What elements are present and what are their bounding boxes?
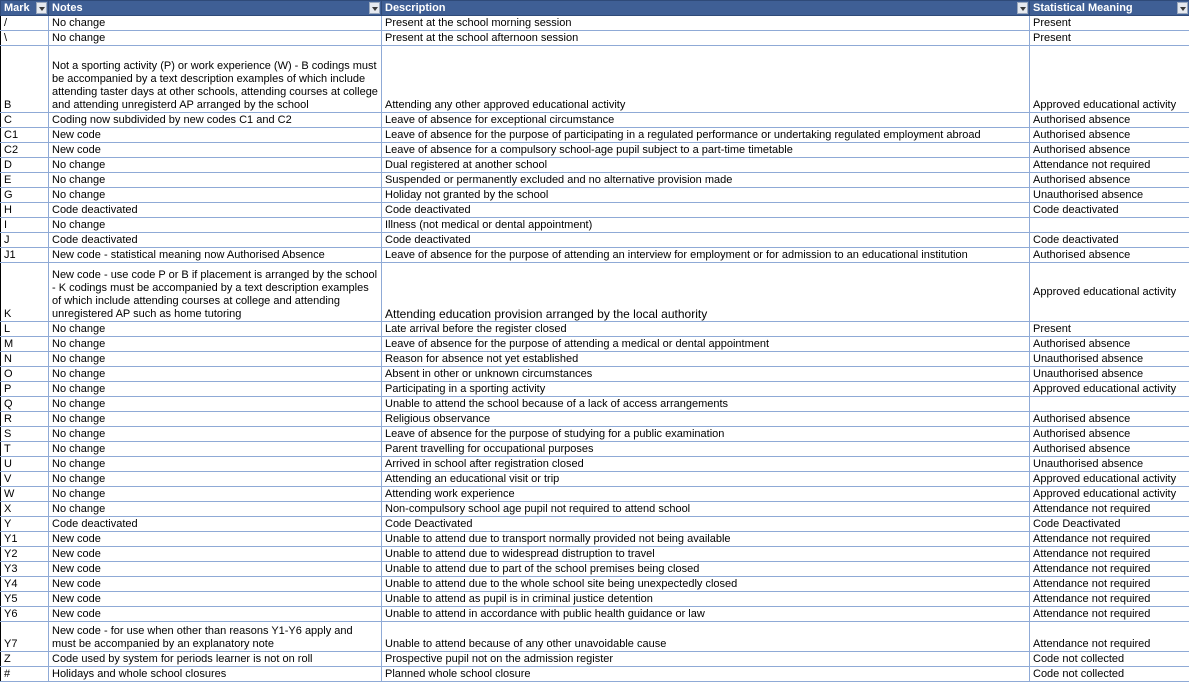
table-row [1,517,1189,532]
table-row [1,577,1189,592]
cell-meaning[interactable]: Authorised absence [1030,337,1189,352]
cell-meaning[interactable] [1030,218,1189,233]
table-row [1,113,1189,128]
cell-description[interactable]: Participating in a sporting activity [382,382,1030,397]
cell-meaning[interactable]: Code not collected [1030,667,1189,682]
cell-notes[interactable]: New code [49,143,382,158]
cell-description[interactable]: Unable to attend the school because of a lack of access arrangements [382,397,1030,412]
cell-description[interactable]: Illness (not medical or dental appointment) [382,218,1030,233]
cell-meaning[interactable]: Present [1030,16,1189,31]
cell-mark[interactable]: Y2 [1,547,49,562]
table-row [1,367,1189,382]
cell-notes[interactable]: New code - for use when other than reasons Y1-Y6 apply and must be accompanied by an explanatory note [49,622,382,652]
cell-meaning[interactable]: Attendance not required [1030,547,1189,562]
cell-description[interactable]: Unable to attend due to the whole school site being unexpectedly closed [382,577,1030,592]
cell-meaning[interactable]: Attendance not required [1030,562,1189,577]
cell-description[interactable]: Unable to attend due to transport normally provided not being available [382,532,1030,547]
cell-notes[interactable]: No change [49,442,382,457]
cell-mark[interactable]: I [1,218,49,233]
cell-description[interactable]: Unable to attend because of any other unavoidable cause [382,622,1030,652]
cell-description[interactable]: Code Deactivated [382,517,1030,532]
table-row [1,31,1189,46]
cell-mark[interactable]: H [1,203,49,218]
cell-meaning[interactable]: Present [1030,31,1189,46]
table-row [1,592,1189,607]
table-row [1,248,1189,263]
table-row [1,128,1189,143]
table-body [1,16,1189,682]
cell-meaning[interactable]: Approved educational activity [1030,382,1189,397]
cell-mark[interactable]: # [1,667,49,682]
cell-mark[interactable]: C1 [1,128,49,143]
filter-dropdown-icon[interactable] [369,2,380,14]
cell-description[interactable]: Leave of absence for the purpose of participating in a regulated performance or undertaking regulated employment abroad [382,128,1030,143]
cell-mark[interactable]: S [1,427,49,442]
cell-notes[interactable]: Code deactivated [49,203,382,218]
cell-mark[interactable]: E [1,173,49,188]
table-row [1,263,1189,322]
cell-notes[interactable]: Code used by system for periods learner is not on roll [49,652,382,667]
cell-notes[interactable]: No change [49,502,382,517]
cell-notes[interactable]: No change [49,352,382,367]
cell-mark[interactable]: M [1,337,49,352]
table-row [1,188,1189,203]
cell-meaning[interactable]: Approved educational activity [1030,46,1189,113]
cell-mark[interactable]: Y1 [1,532,49,547]
cell-notes[interactable]: New code [49,547,382,562]
cell-meaning[interactable]: Code deactivated [1030,233,1189,248]
cell-mark[interactable]: V [1,472,49,487]
table-row [1,502,1189,517]
cell-description[interactable]: Holiday not granted by the school [382,188,1030,203]
cell-notes[interactable]: Coding now subdivided by new codes C1 and C2 [49,113,382,128]
table-row [1,158,1189,173]
table-row [1,352,1189,367]
cell-description[interactable]: Present at the school morning session [382,16,1030,31]
cell-mark[interactable]: U [1,457,49,472]
cell-notes[interactable]: Not a sporting activity (P) or work experience (W) - B codings must be accompanied by a text description examples of which include attending taster days at other schools, attending courses at college and attending unregisterd AP arranged by the school [49,46,382,113]
cell-mark[interactable]: K [1,263,49,322]
cell-notes[interactable]: No change [49,412,382,427]
cell-description[interactable]: Leave of absence for the purpose of studying for a public examination [382,427,1030,442]
cell-notes[interactable]: No change [49,487,382,502]
table-row [1,547,1189,562]
cell-notes[interactable]: Code deactivated [49,233,382,248]
cell-meaning[interactable]: Attendance not required [1030,577,1189,592]
cell-meaning[interactable]: Authorised absence [1030,173,1189,188]
cell-meaning[interactable]: Unauthorised absence [1030,352,1189,367]
table-row [1,472,1189,487]
cell-meaning[interactable]: Unauthorised absence [1030,367,1189,382]
table-row [1,562,1189,577]
cell-description[interactable]: Code deactivated [382,233,1030,248]
cell-mark[interactable]: Y7 [1,622,49,652]
table-row [1,427,1189,442]
cell-meaning[interactable]: Authorised absence [1030,427,1189,442]
cell-meaning[interactable]: Attendance not required [1030,622,1189,652]
cell-mark[interactable]: C [1,113,49,128]
cell-meaning[interactable]: Unauthorised absence [1030,457,1189,472]
cell-description[interactable]: Late arrival before the register closed [382,322,1030,337]
cell-description[interactable]: Prospective pupil not on the admission register [382,652,1030,667]
cell-notes[interactable]: No change [49,382,382,397]
cell-meaning[interactable] [1030,397,1189,412]
header-label: Description [385,2,446,14]
table-row [1,322,1189,337]
cell-mark[interactable]: D [1,158,49,173]
cell-description[interactable]: Planned whole school closure [382,667,1030,682]
cell-mark[interactable]: R [1,412,49,427]
cell-mark[interactable]: Y3 [1,562,49,577]
cell-notes[interactable]: No change [49,158,382,173]
cell-description[interactable]: Leave of absence for the purpose of attending an interview for employment or for admission to an educational institution [382,248,1030,263]
cell-notes[interactable]: No change [49,31,382,46]
cell-mark[interactable]: \ [1,31,49,46]
table-row [1,16,1189,31]
cell-notes[interactable]: Holidays and whole school closures [49,667,382,682]
cell-mark[interactable]: J1 [1,248,49,263]
table-row [1,412,1189,427]
cell-meaning[interactable]: Unauthorised absence [1030,188,1189,203]
table-row [1,203,1189,218]
cell-notes[interactable]: No change [49,397,382,412]
table-row [1,487,1189,502]
cell-meaning[interactable]: Authorised absence [1030,143,1189,158]
cell-notes[interactable]: New code [49,592,382,607]
cell-mark[interactable]: O [1,367,49,382]
cell-mark[interactable]: G [1,188,49,203]
cell-notes[interactable]: No change [49,427,382,442]
cell-description[interactable]: Reason for absence not yet established [382,352,1030,367]
cell-mark[interactable]: Y6 [1,607,49,622]
cell-mark[interactable]: X [1,502,49,517]
cell-description[interactable]: Religious observance [382,412,1030,427]
cell-description[interactable]: Unable to attend in accordance with public health guidance or law [382,607,1030,622]
cell-mark[interactable]: C2 [1,143,49,158]
table-row [1,173,1189,188]
cell-description[interactable]: Leave of absence for the purpose of attending a medical or dental appointment [382,337,1030,352]
cell-meaning[interactable]: Code not collected [1030,652,1189,667]
header-label: Notes [52,2,83,14]
cell-mark[interactable]: Y5 [1,592,49,607]
cell-description[interactable]: Leave of absence for a compulsory school-age pupil subject to a part-time timetable [382,143,1030,158]
cell-meaning[interactable]: Authorised absence [1030,248,1189,263]
filter-dropdown-icon[interactable] [1177,2,1188,14]
table-row [1,667,1189,682]
cell-mark[interactable]: Q [1,397,49,412]
cell-description[interactable]: Attending any other approved educational activity [382,46,1030,113]
cell-description[interactable]: Attending work experience [382,487,1030,502]
header-label: Statistical Meaning [1033,2,1133,14]
cell-mark[interactable]: / [1,16,49,31]
cell-mark[interactable]: Y4 [1,577,49,592]
cell-description[interactable]: Leave of absence for exceptional circumstance [382,113,1030,128]
table-row [1,218,1189,233]
cell-mark[interactable]: J [1,233,49,248]
table-row [1,442,1189,457]
cell-notes[interactable]: No change [49,173,382,188]
table-row [1,607,1189,622]
cell-notes[interactable]: No change [49,16,382,31]
cell-description[interactable]: Dual registered at another school [382,158,1030,173]
cell-description[interactable]: Parent travelling for occupational purposes [382,442,1030,457]
cell-notes[interactable]: No change [49,457,382,472]
cell-description[interactable]: Unable to attend as pupil is in criminal justice detention [382,592,1030,607]
cell-notes[interactable]: New code [49,607,382,622]
cell-meaning[interactable]: Authorised absence [1030,442,1189,457]
filter-dropdown-icon[interactable] [36,2,47,14]
cell-meaning[interactable]: Present [1030,322,1189,337]
cell-description[interactable]: Attending education provision arranged by the local authority [382,263,1030,322]
cell-mark[interactable]: P [1,382,49,397]
table-row [1,143,1189,158]
cell-description[interactable]: Present at the school afternoon session [382,31,1030,46]
header-row [1,1,1189,16]
table-row [1,652,1189,667]
header-notes[interactable] [49,1,382,16]
cell-meaning[interactable]: Approved educational activity [1030,472,1189,487]
cell-meaning[interactable]: Authorised absence [1030,128,1189,143]
table-row [1,622,1189,652]
cell-meaning[interactable]: Attendance not required [1030,158,1189,173]
table-row [1,532,1189,547]
header-label: Mark [4,2,30,14]
cell-description[interactable]: Unable to attend due to part of the school premises being closed [382,562,1030,577]
cell-mark[interactable]: T [1,442,49,457]
cell-mark[interactable]: L [1,322,49,337]
cell-notes[interactable]: No change [49,322,382,337]
cell-mark[interactable]: Y [1,517,49,532]
cell-notes[interactable]: No change [49,188,382,203]
cell-notes[interactable]: No change [49,218,382,233]
cell-meaning[interactable]: Authorised absence [1030,113,1189,128]
table-row [1,337,1189,352]
cell-mark[interactable]: N [1,352,49,367]
table-row [1,397,1189,412]
cell-meaning[interactable]: Attendance not required [1030,532,1189,547]
table-row [1,233,1189,248]
cell-notes[interactable]: New code - use code P or B if placement is arranged by the school - K codings must be accompanied by a text description examples of which include attending courses at college and attending unregistered AP such as home tutoring [49,263,382,322]
cell-meaning[interactable]: Attendance not required [1030,607,1189,622]
cell-description[interactable]: Absent in other or unknown circumstances [382,367,1030,382]
cell-notes[interactable]: New code [49,562,382,577]
cell-meaning[interactable]: Authorised absence [1030,412,1189,427]
cell-description[interactable]: Suspended or permanently excluded and no alternative provision made [382,173,1030,188]
cell-meaning[interactable]: Approved educational activity [1030,487,1189,502]
filter-dropdown-icon[interactable] [1017,2,1028,14]
header-mark[interactable] [1,1,49,16]
cell-meaning[interactable]: Code deactivated [1030,203,1189,218]
table-row [1,382,1189,397]
header-statistical-meaning[interactable] [1030,1,1189,16]
cell-notes[interactable]: No change [49,472,382,487]
cell-meaning[interactable]: Attendance not required [1030,502,1189,517]
table-row [1,46,1189,113]
cell-description[interactable]: Unable to attend due to widespread distruption to travel [382,547,1030,562]
cell-meaning[interactable]: Attendance not required [1030,592,1189,607]
cell-notes[interactable]: No change [49,337,382,352]
cell-notes[interactable]: No change [49,367,382,382]
cell-notes[interactable]: New code - statistical meaning now Authorised Absence [49,248,382,263]
cell-notes[interactable]: New code [49,577,382,592]
cell-mark[interactable]: W [1,487,49,502]
cell-notes[interactable]: New code [49,532,382,547]
table-row [1,457,1189,472]
cell-description[interactable]: Attending an educational visit or trip [382,472,1030,487]
cell-description[interactable]: Non-compulsory school age pupil not required to attend school [382,502,1030,517]
cell-mark[interactable]: Z [1,652,49,667]
cell-notes[interactable]: Code deactivated [49,517,382,532]
cell-description[interactable]: Code deactivated [382,203,1030,218]
cell-mark[interactable]: B [1,46,49,113]
cell-notes[interactable]: New code [49,128,382,143]
cell-meaning[interactable]: Approved educational activity [1030,263,1189,322]
cell-meaning[interactable]: Code Deactivated [1030,517,1189,532]
cell-description[interactable]: Arrived in school after registration closed [382,457,1030,472]
header-description[interactable] [382,1,1030,16]
